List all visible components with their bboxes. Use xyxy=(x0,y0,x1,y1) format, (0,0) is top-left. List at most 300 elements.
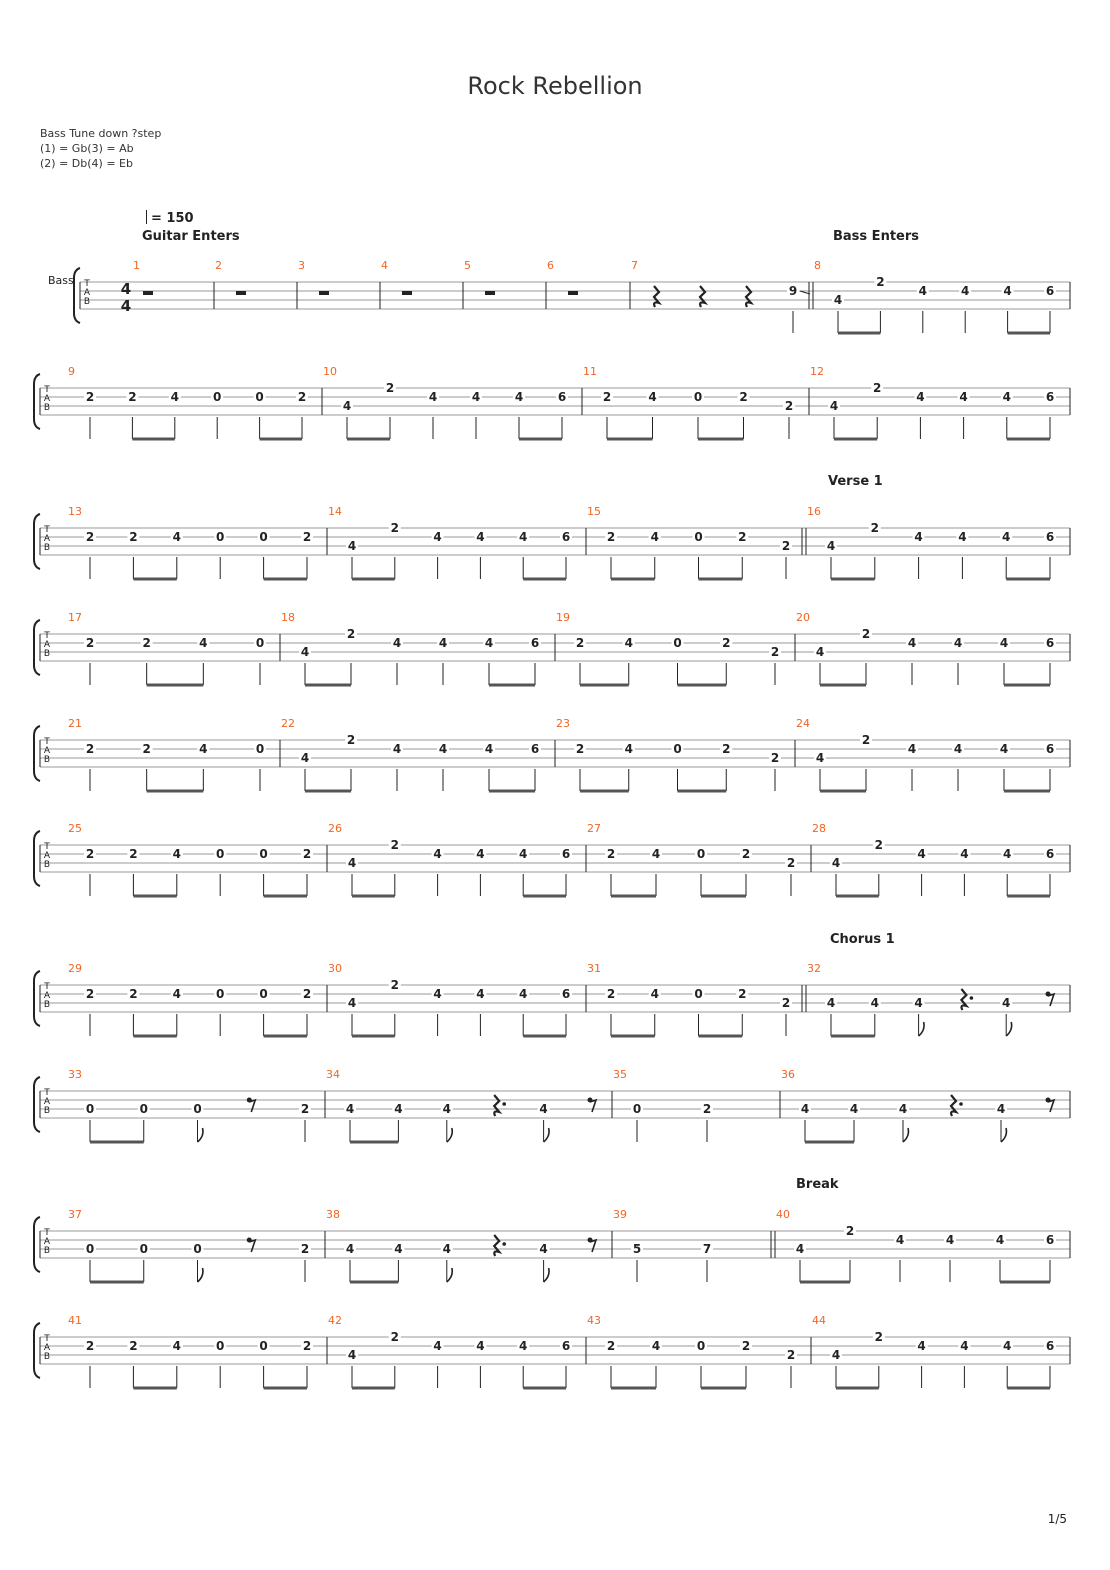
fret-number: 0 xyxy=(259,847,268,861)
half-rest xyxy=(143,291,153,295)
system-bracket xyxy=(34,1323,40,1378)
fret-number: 4 xyxy=(199,636,208,650)
eighth-flag xyxy=(544,1128,549,1142)
measure-number: 36 xyxy=(781,1068,795,1081)
fret-number: 0 xyxy=(216,847,225,861)
measure-number: 12 xyxy=(810,365,824,378)
fret-number: 2 xyxy=(770,751,780,765)
fret-number: 4 xyxy=(829,399,839,413)
fret-number: 6 xyxy=(1045,1339,1055,1353)
dot xyxy=(959,1102,963,1106)
measure-number: 32 xyxy=(807,962,821,975)
tab-clef-letter: A xyxy=(43,394,51,404)
eighth-flag xyxy=(544,1268,549,1282)
fret-number: 4 xyxy=(347,856,357,870)
system-bracket xyxy=(34,726,40,781)
fret-number: 2 xyxy=(129,1339,138,1353)
fret-number: 4 xyxy=(800,1102,810,1116)
fret-number: 2 xyxy=(784,399,794,413)
fret-number: 4 xyxy=(1002,996,1011,1010)
fret-number: 4 xyxy=(347,1348,357,1362)
fret-number: 6 xyxy=(561,530,571,544)
fret-number: 2 xyxy=(873,381,882,395)
fret-number: 4 xyxy=(519,530,528,544)
fret-number: 4 xyxy=(199,742,208,756)
fret-number: 0 xyxy=(193,1242,202,1256)
fret-number: 2 xyxy=(128,390,137,404)
tuning-line-2: (1) = Gb(3) = Ab xyxy=(40,142,134,155)
fret-number: 2 xyxy=(575,742,585,756)
fret-number: 4 xyxy=(476,847,485,861)
fret-number: 4 xyxy=(347,996,357,1010)
fret-number: 0 xyxy=(216,987,225,1001)
tab-clef-letter: T xyxy=(44,982,50,992)
fret-number: 2 xyxy=(129,987,138,1001)
quarter-rest xyxy=(746,286,751,307)
fret-number: 4 xyxy=(300,751,310,765)
tab-clef-letter: B xyxy=(43,1246,51,1256)
measure-number: 44 xyxy=(812,1314,826,1327)
fret-number: 2 xyxy=(85,530,95,544)
measure-number: 18 xyxy=(281,611,295,624)
tab-clef-letter: B xyxy=(43,543,51,553)
eighth-rest-stem xyxy=(1048,994,1054,1006)
fret-number: 2 xyxy=(390,521,399,535)
fret-number: 2 xyxy=(129,847,138,861)
half-rest xyxy=(236,291,246,295)
quarter-rest xyxy=(700,286,705,307)
tab-clef-letter: T xyxy=(44,385,50,395)
fret-number: 0 xyxy=(216,530,225,544)
system-bracket xyxy=(34,374,40,429)
tuning-line-3: (2) = Db(4) = Eb xyxy=(40,157,133,170)
fret-number: 2 xyxy=(129,530,138,544)
fret-number: 4 xyxy=(898,1102,908,1116)
quarter-rest xyxy=(961,989,966,1010)
fret-number: 4 xyxy=(539,1102,548,1116)
fret-number: 2 xyxy=(390,838,399,852)
fret-number: 4 xyxy=(907,636,917,650)
fret-number: 2 xyxy=(606,530,616,544)
fret-number: 4 xyxy=(650,987,659,1001)
fret-number: 0 xyxy=(673,742,682,756)
fret-number: 2 xyxy=(85,1339,95,1353)
fret-number: 4 xyxy=(953,636,963,650)
fret-number: 4 xyxy=(172,987,181,1001)
fret-number: 6 xyxy=(1045,390,1055,404)
fret-number: 2 xyxy=(874,1330,883,1344)
measure-number: 23 xyxy=(556,717,570,730)
eighth-rest-stem xyxy=(1048,1100,1054,1112)
measure-number: 41 xyxy=(68,1314,82,1327)
eighth-rest-stem xyxy=(590,1100,596,1112)
fret-number: 4 xyxy=(917,1339,926,1353)
fret-number: 2 xyxy=(738,987,747,1001)
measure-number: 2 xyxy=(215,259,222,272)
fret-number: 6 xyxy=(530,742,540,756)
system-bracket xyxy=(34,514,40,569)
fret-number: 0 xyxy=(632,1102,642,1116)
fret-number: 2 xyxy=(602,390,612,404)
fret-number: 2 xyxy=(845,1224,855,1238)
fret-number: 4 xyxy=(539,1242,548,1256)
eighth-flag xyxy=(198,1128,203,1142)
tab-clef-letter: B xyxy=(83,297,91,307)
fret-number: 4 xyxy=(624,742,633,756)
eighth-flag xyxy=(447,1128,452,1142)
measure-number: 4 xyxy=(381,259,388,272)
fret-number: 4 xyxy=(833,293,843,307)
fret-number: 0 xyxy=(255,390,264,404)
fret-number: 0 xyxy=(139,1102,148,1116)
measure-number: 8 xyxy=(814,259,821,272)
measure-number: 28 xyxy=(812,822,826,835)
instrument-label: Bass xyxy=(48,274,74,287)
fret-number: 2 xyxy=(770,645,780,659)
measure-number: 14 xyxy=(328,505,342,518)
fret-number: 2 xyxy=(85,987,95,1001)
measure-number: 10 xyxy=(323,365,337,378)
fret-number: 2 xyxy=(302,1339,312,1353)
fret-number: 2 xyxy=(302,530,312,544)
measure-number: 33 xyxy=(68,1068,82,1081)
section-break: Break xyxy=(796,1177,839,1192)
fret-number: 4 xyxy=(433,987,442,1001)
fret-number: 4 xyxy=(624,636,633,650)
fret-number: 0 xyxy=(216,1339,225,1353)
fret-number: 4 xyxy=(960,1339,969,1353)
fret-number: 4 xyxy=(958,530,967,544)
fret-number: 4 xyxy=(1002,390,1011,404)
fret-number: 0 xyxy=(673,636,682,650)
fret-number: 4 xyxy=(907,742,917,756)
fret-number: 4 xyxy=(870,996,879,1010)
fret-number: 2 xyxy=(142,742,151,756)
half-rest xyxy=(568,291,578,295)
fret-number: 4 xyxy=(831,856,841,870)
tab-clef-letter: B xyxy=(43,649,51,659)
tab-clef-letter: T xyxy=(44,525,50,535)
fret-number: 6 xyxy=(1045,284,1055,298)
tab-clef-letter: A xyxy=(43,1097,51,1107)
tab-clef-letter: A xyxy=(43,534,51,544)
fret-number: 2 xyxy=(741,1339,751,1353)
fret-number: 4 xyxy=(895,1233,905,1247)
measure-number: 9 xyxy=(68,365,75,378)
tab-clef-letter: B xyxy=(43,1352,51,1362)
fret-number: 0 xyxy=(259,530,268,544)
fret-number: 2 xyxy=(738,530,747,544)
fret-number: 4 xyxy=(795,1242,805,1256)
fret-number: 4 xyxy=(959,390,968,404)
fret-number: 2 xyxy=(575,636,585,650)
measure-number: 17 xyxy=(68,611,82,624)
fret-number: 4 xyxy=(476,530,485,544)
fret-number: 6 xyxy=(1045,742,1055,756)
eighth-flag xyxy=(1001,1128,1006,1142)
tempo-value: = 150 xyxy=(151,211,194,226)
measure-number: 5 xyxy=(464,259,471,272)
fret-number: 4 xyxy=(960,847,969,861)
tab-clef-letter: A xyxy=(83,288,91,298)
fret-number: 4 xyxy=(815,645,825,659)
fret-number: 6 xyxy=(530,636,540,650)
fret-number: 4 xyxy=(826,996,836,1010)
fret-number: 2 xyxy=(390,1330,399,1344)
tab-clef-letter: B xyxy=(43,1106,51,1116)
fret-number: 4 xyxy=(392,636,402,650)
fret-number: 2 xyxy=(741,847,751,861)
fret-number: 0 xyxy=(255,636,265,650)
fret-number: 6 xyxy=(561,1339,571,1353)
measure-number: 19 xyxy=(556,611,570,624)
fret-number: 4 xyxy=(392,742,402,756)
system-bracket xyxy=(34,831,40,886)
fret-number: 0 xyxy=(85,1102,95,1116)
fret-number: 4 xyxy=(172,1339,181,1353)
tab-clef-letter: B xyxy=(43,1000,51,1010)
section-chorus-1: Chorus 1 xyxy=(830,932,895,947)
tab-clef-letter: T xyxy=(44,842,50,852)
fret-number: 2 xyxy=(85,742,95,756)
fret-number: 4 xyxy=(484,636,494,650)
fret-number: 0 xyxy=(255,742,265,756)
fret-number: 2 xyxy=(85,390,95,404)
measure-number: 31 xyxy=(587,962,601,975)
fret-number: 2 xyxy=(739,390,748,404)
fret-number: 5 xyxy=(632,1242,642,1256)
fret-number: 4 xyxy=(945,1233,955,1247)
fret-number: 2 xyxy=(786,1348,796,1362)
section-bass-enters: Bass Enters xyxy=(833,229,919,244)
fret-number: 2 xyxy=(874,838,883,852)
measure-number: 22 xyxy=(281,717,295,730)
fret-number: 0 xyxy=(193,1102,202,1116)
measure-number: 34 xyxy=(326,1068,340,1081)
measure-number: 15 xyxy=(587,505,601,518)
fret-number: 4 xyxy=(394,1242,403,1256)
eighth-flag xyxy=(903,1128,908,1142)
fret-number: 4 xyxy=(347,539,357,553)
system-bracket xyxy=(34,1077,40,1132)
fret-number: 2 xyxy=(385,381,395,395)
tab-clef-letter: T xyxy=(44,1228,50,1238)
fret-number: 2 xyxy=(85,636,95,650)
measure-number: 26 xyxy=(328,822,342,835)
time-signature-bottom: 4 xyxy=(120,297,132,315)
section-guitar-enters: Guitar Enters xyxy=(142,229,240,244)
measure-number: 38 xyxy=(326,1208,340,1221)
fret-number: 2 xyxy=(781,996,791,1010)
quarter-rest xyxy=(494,1095,499,1116)
fret-number: 4 xyxy=(300,645,310,659)
fret-number: 4 xyxy=(428,390,438,404)
page-number: 1/5 xyxy=(1047,1512,1067,1526)
measure-number: 24 xyxy=(796,717,810,730)
fret-number: 2 xyxy=(722,742,731,756)
measure-number: 21 xyxy=(68,717,82,730)
fret-number: 2 xyxy=(786,856,796,870)
fret-number: 6 xyxy=(1045,847,1055,861)
eighth-flag xyxy=(198,1268,203,1282)
half-rest xyxy=(485,291,495,295)
fret-number: 4 xyxy=(651,847,661,861)
measure-number: 13 xyxy=(68,505,82,518)
fret-number: 2 xyxy=(861,627,871,641)
fret-number: 4 xyxy=(476,1339,485,1353)
measure-number: 43 xyxy=(587,1314,601,1327)
fret-number: 4 xyxy=(815,751,825,765)
fret-number: 4 xyxy=(433,1339,442,1353)
measure-number: 20 xyxy=(796,611,810,624)
fret-number: 2 xyxy=(85,847,95,861)
fret-number: 4 xyxy=(831,1348,841,1362)
half-rest xyxy=(402,291,412,295)
fret-number: 6 xyxy=(557,390,567,404)
measure-number: 30 xyxy=(328,962,342,975)
system-bracket xyxy=(34,971,40,1026)
measure-number: 16 xyxy=(807,505,821,518)
dot xyxy=(502,1102,506,1106)
fret-number: 4 xyxy=(342,399,352,413)
fret-number: 0 xyxy=(139,1242,148,1256)
tab-clef-letter: A xyxy=(43,1343,51,1353)
measure-number: 42 xyxy=(328,1314,342,1327)
fret-number: 4 xyxy=(826,539,836,553)
fret-number: 4 xyxy=(1003,284,1012,298)
quarter-rest xyxy=(654,286,659,307)
fret-number: 0 xyxy=(694,987,703,1001)
tab-clef-letter: A xyxy=(43,1237,51,1247)
fret-number: 7 xyxy=(702,1242,712,1256)
fret-number: 4 xyxy=(914,530,923,544)
fret-number: 4 xyxy=(519,1339,528,1353)
fret-number: 2 xyxy=(297,390,307,404)
tab-clef-letter: A xyxy=(43,851,51,861)
fret-number: 2 xyxy=(722,636,731,650)
measure-number: 3 xyxy=(298,259,305,272)
fret-number: 2 xyxy=(302,847,312,861)
fret-number: 4 xyxy=(849,1102,859,1116)
tab-clef-letter: B xyxy=(43,860,51,870)
fret-number: 0 xyxy=(259,987,268,1001)
measure-number: 27 xyxy=(587,822,601,835)
tab-clef-letter: B xyxy=(43,403,51,413)
fret-number: 2 xyxy=(300,1102,310,1116)
fret-number: 2 xyxy=(606,847,616,861)
fret-number: 2 xyxy=(346,627,356,641)
song-title: Rock Rebellion xyxy=(467,72,643,100)
dot xyxy=(502,1242,506,1246)
fret-number: 0 xyxy=(213,390,222,404)
fret-number: 4 xyxy=(438,742,448,756)
tab-clef-letter: B xyxy=(43,755,51,765)
half-rest xyxy=(319,291,329,295)
eighth-rest-stem xyxy=(249,1100,255,1112)
measure-number: 1 xyxy=(133,259,140,272)
time-signature-top: 4 xyxy=(120,280,132,298)
fret-number: 4 xyxy=(345,1242,355,1256)
measure-number: 37 xyxy=(68,1208,82,1221)
fret-number: 4 xyxy=(996,1102,1006,1116)
eighth-flag xyxy=(919,1022,924,1036)
fret-number: 4 xyxy=(1003,1339,1012,1353)
fret-number: 4 xyxy=(438,636,448,650)
fret-number: 2 xyxy=(702,1102,712,1116)
section-verse-1: Verse 1 xyxy=(828,474,883,489)
fret-number: 4 xyxy=(172,530,181,544)
fret-number: 2 xyxy=(142,636,151,650)
fret-number: 2 xyxy=(606,1339,616,1353)
eighth-flag xyxy=(447,1268,452,1282)
fret-number: 4 xyxy=(484,742,494,756)
fret-number: 9 xyxy=(788,284,798,298)
eighth-flag xyxy=(1006,1022,1011,1036)
measure-number: 11 xyxy=(583,365,597,378)
quarter-rest xyxy=(494,1235,499,1256)
fret-number: 4 xyxy=(914,996,923,1010)
fret-number: 2 xyxy=(870,521,879,535)
fret-number: 4 xyxy=(953,742,963,756)
fret-number: 2 xyxy=(876,275,885,289)
measure-number: 25 xyxy=(68,822,82,835)
fret-number: 4 xyxy=(1002,530,1011,544)
fret-number: 4 xyxy=(999,636,1009,650)
measure-number: 39 xyxy=(613,1208,627,1221)
fret-number: 4 xyxy=(514,390,524,404)
fret-number: 4 xyxy=(519,987,528,1001)
fret-number: 6 xyxy=(1045,636,1055,650)
fret-number: 0 xyxy=(85,1242,95,1256)
fret-number: 4 xyxy=(916,390,925,404)
tab-clef-letter: T xyxy=(84,279,90,289)
fret-number: 2 xyxy=(346,733,356,747)
tab-clef-letter: T xyxy=(44,1088,50,1098)
measure-number: 35 xyxy=(613,1068,627,1081)
measure-number: 7 xyxy=(631,259,638,272)
fret-number: 0 xyxy=(696,847,706,861)
fret-number: 0 xyxy=(696,1339,706,1353)
fret-number: 4 xyxy=(442,1242,451,1256)
fret-number: 2 xyxy=(606,987,616,1001)
fret-number: 4 xyxy=(999,742,1009,756)
fret-number: 4 xyxy=(650,530,659,544)
tab-clef-letter: A xyxy=(43,991,51,1001)
tab-clef-letter: A xyxy=(43,640,51,650)
fret-number: 0 xyxy=(694,530,703,544)
fret-number: 2 xyxy=(781,539,791,553)
fret-number: 4 xyxy=(433,847,442,861)
fret-number: 4 xyxy=(172,847,181,861)
system-bracket xyxy=(74,268,80,323)
measure-number: 29 xyxy=(68,962,82,975)
fret-number: 4 xyxy=(471,390,481,404)
fret-number: 4 xyxy=(648,390,657,404)
fret-number: 6 xyxy=(561,987,571,1001)
tab-clef-letter: T xyxy=(44,631,50,641)
eighth-rest-stem xyxy=(249,1240,255,1252)
fret-number: 2 xyxy=(300,1242,310,1256)
fret-number: 4 xyxy=(433,530,442,544)
measure-number: 6 xyxy=(547,259,554,272)
fret-number: 4 xyxy=(918,284,927,298)
fret-number: 4 xyxy=(442,1102,451,1116)
fret-number: 4 xyxy=(170,390,179,404)
fret-number: 4 xyxy=(995,1233,1005,1247)
fret-number: 2 xyxy=(861,733,871,747)
system-bracket xyxy=(34,1217,40,1272)
fret-number: 6 xyxy=(1045,530,1055,544)
